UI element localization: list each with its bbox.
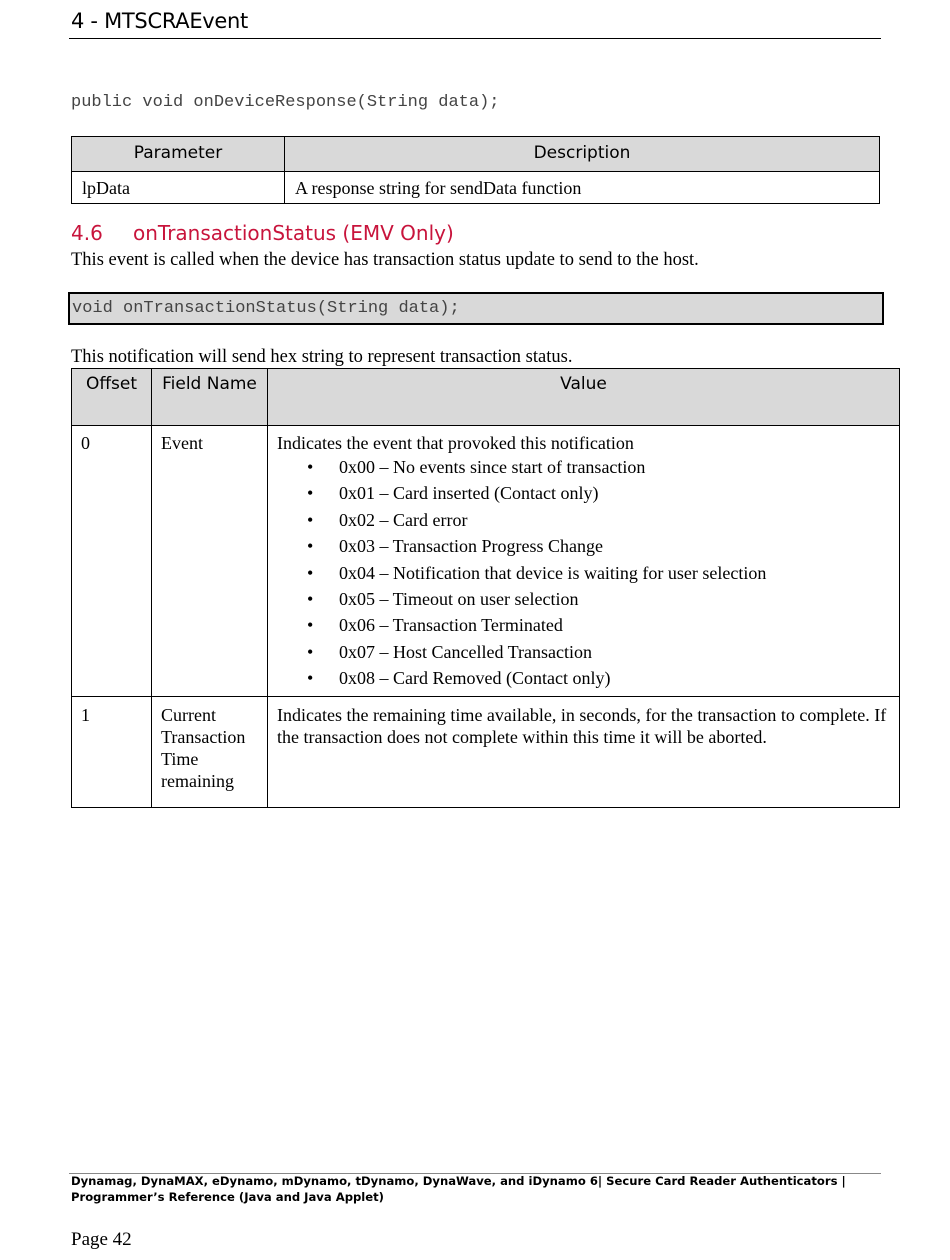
table-row [72,697,900,808]
page-number: Page 42 [71,1229,132,1250]
parameter-table-header-row [72,137,880,172]
event-code-list [277,454,899,692]
list-item: • 0x06 – Transaction Terminated [277,612,899,638]
offset-column-header: Offset [72,369,152,426]
parameter-name-cell: lpData [72,172,285,204]
transaction-status-table [71,368,900,808]
value-cell [268,426,900,697]
offset-cell: 1 [72,697,152,808]
list-item: • 0x01 – Card inserted (Contact only) [277,480,899,506]
header-divider [69,38,881,39]
page-header-title: 4 - MTSCRAEvent [71,9,248,33]
list-item: • 0x07 – Host Cancelled Transaction [277,639,899,665]
description-column-header: Description [285,137,880,172]
on-transaction-status-signature: void onTransactionStatus(String data); [68,292,884,325]
field-name-cell: Event [152,426,268,697]
on-device-response-signature: public void onDeviceResponse(String data); [71,93,500,112]
offset-cell: 0 [72,426,152,697]
status-table-header-row [72,369,900,426]
section-number: 4.6 [71,221,103,245]
table-row [72,426,900,697]
value-cell: Indicates the remaining time available, in seconds, for the transaction to complete. If the transaction does not complete within this time it will be aborted. [268,697,900,808]
value-description: Indicates the event that provoked this notification [277,433,634,453]
footer-document-title: Dynamag, DynaMAX, eDynamo, mDynamo, tDynamo, DynaWave, and iDynamo 6| Secure Card Reader Authenticators | Programmer’s Reference (Java and Java Applet) [71,1174,846,1204]
section-heading [71,219,454,247]
section-title: onTransactionStatus (EMV Only) [133,221,454,245]
field-name-cell: Current Transaction Time remaining [152,697,268,808]
list-item: • 0x02 – Card error [277,507,899,533]
notification-note-text: This notification will send hex string to represent transaction status. [71,347,573,367]
value-column-header: Value [268,369,900,426]
section-intro-text: This event is called when the device has transaction status update to send to the host. [71,250,699,270]
list-item: • 0x00 – No events since start of transaction [277,454,899,480]
list-item: • 0x04 – Notification that device is waiting for user selection [277,560,899,586]
list-item: • 0x08 – Card Removed (Contact only) [277,665,899,691]
table-row [72,172,880,204]
list-item: • 0x03 – Transaction Progress Change [277,533,899,559]
list-item: • 0x05 – Timeout on user selection [277,586,899,612]
field-name-column-header: Field Name [152,369,268,426]
parameter-description-cell: A response string for sendData function [285,172,880,204]
parameter-table [71,136,880,204]
parameter-column-header: Parameter [72,137,285,172]
